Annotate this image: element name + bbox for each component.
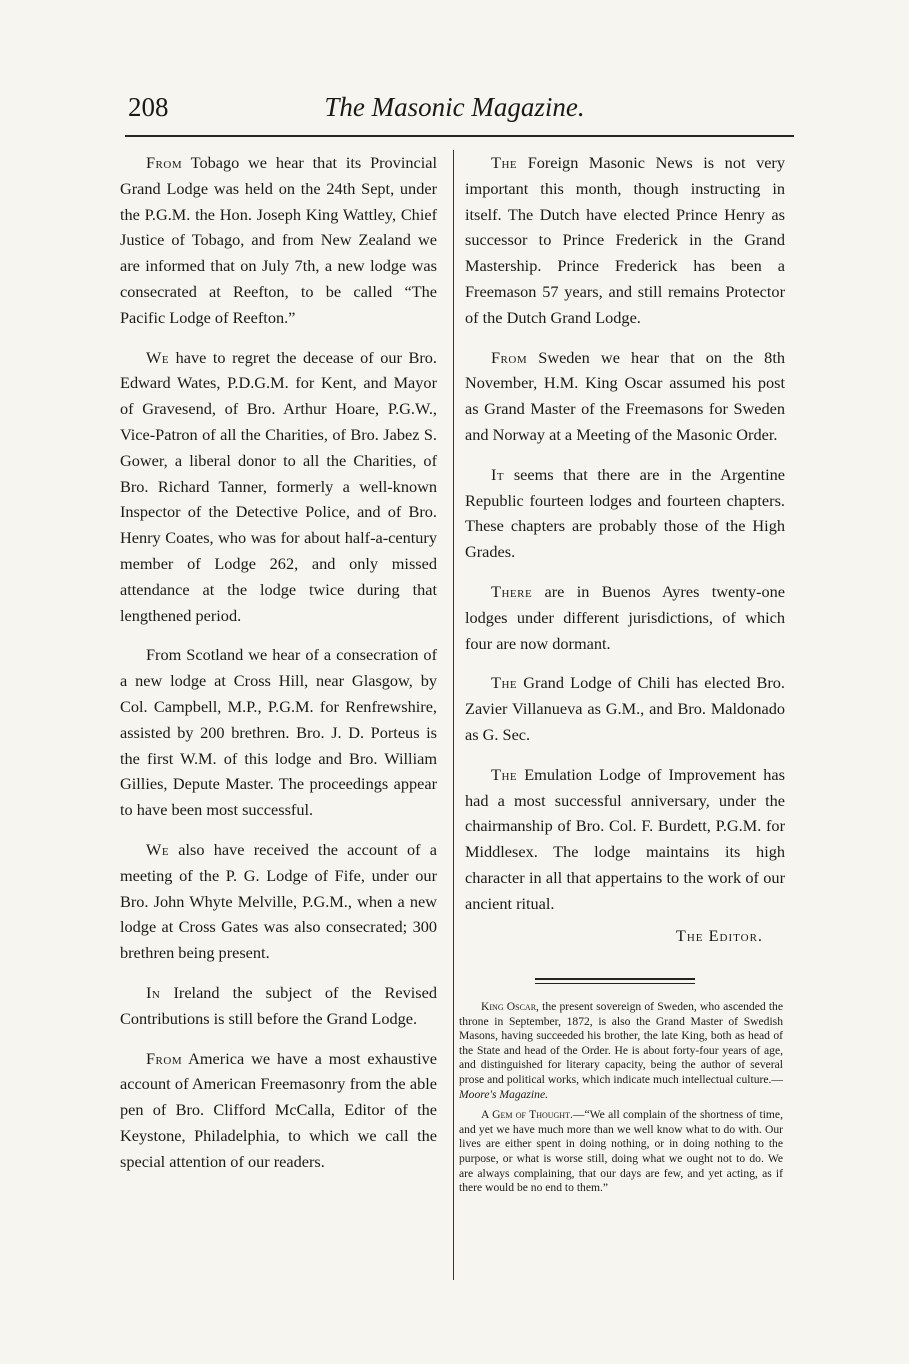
section-divider: [535, 978, 695, 984]
editor-signature: The Editor.: [675, 925, 763, 945]
running-title: The Masonic Magazine.: [324, 92, 585, 122]
right-column: [465, 150, 785, 948]
paragraph-emulation-lodge: The Emulation Lodge of Improvement has had a most successful anniversary, under the chairmanship of Bro. Col. F. Burdett, P.G.M. for Middlesex. The lodge maintains its high character in all that appertains to the work of our ancient ritual.: [465, 764, 785, 913]
note-gem-of-thought: A Gem of Thought.—“We all complain of the shortness of time, and yet we have much more than we well know what to do with. Our lives are either spent in doing nothing, or in doing nothing to the purpose, or what is worse still, doing what we ought not to do. We are always complaining, that our days are few, and yet acting, as if there would be no end to them.”: [459, 1108, 783, 1195]
paragraph-ireland: In Ireland the subject of the Revised Contributions is still before the Grand Lodge.: [120, 982, 437, 1028]
paragraph-fife: We also have received the account of a meeting of the P. G. Lodge of Fife, under our Bro. John Whyte Melville, P.G.M., when a new lodge at Cross Gates was also consecrated; 300 brethren being present.: [120, 839, 437, 963]
paragraph-buenos-ayres: There are in Buenos Ayres twenty-one lodges under different jurisdictions, of which four are now dormant.: [465, 581, 785, 653]
divider-rule-thin: [535, 983, 695, 984]
paragraph-chili: The Grand Lodge of Chili has elected Bro. Zavier Villanueva as G.M., and Bro. Maldonado as G. Sec.: [465, 673, 785, 744]
footnotes: [459, 1000, 783, 1202]
column-divider-rule: [453, 150, 454, 1280]
paragraph-obituary: We have to regret the decease of our Bro. Edward Wates, P.D.G.M. for Kent, and Mayor of Gravesend, of Bro. Arthur Hoare, P.G.W., Vice-Patron of all the Charities, of Bro. Jabez S. Gower, a liberal donor to all the Charities, of Bro. Richard Tanner, formerly a well-known Inspector of the Detective Police, and of Bro. Henry Coates, who was for about half-a-century member of Lodge 262, and only missed attendance at the lodge twice during that lengthened period.: [120, 347, 437, 625]
paragraph-foreign-news: The Foreign Masonic News is not very important this month, though instructing in itself. The Dutch have elected Prince Henry as successor to Prince Frederick in the Grand Mastership. Prince Frederick has been a Freemason 57 years, and still remains Protector of the Dutch Grand Lodge.: [465, 153, 785, 327]
paragraph-america: From America we have a most exhaustive account of American Freemasonry from the able pen of Bro. Clifford McCalla, Editor of the Keystone, Philadelphia, to which we call the special attention of our readers.: [120, 1048, 437, 1171]
paragraph-sweden: From Sweden we hear that on the 8th November, H.M. King Oscar assumed his post as Grand Master of the Freemasons for Sweden and Norway at a Meeting of the Masonic Order.: [465, 347, 785, 444]
paragraph-scotland: From Scotland we hear of a consecration of a new lodge at Cross Hill, near Glasgow, by Col. Campbell, M.P., P.G.M. for Renfrewshire, assisted by 200 brethren. Bro. J. D. Porteus is the first W.M. of this lodge and Bro. William Gillies, Depute Master. The proceedings appear to have been most successful.: [120, 645, 437, 820]
paragraph-tobago: From Tobago we hear that its Provincial Grand Lodge was held on the 24th Sept, under the P.G.M. the Hon. Joseph King Wattley, Chief Justice of Tobago, and from New Zealand we are informed that on July 7th, a new lodge was consecrated at Reefton, to be called “The Pacific Lodge of Reefton.”: [120, 153, 437, 327]
left-column: [120, 150, 437, 1188]
note-king-oscar: King Oscar, the present sovereign of Sweden, who ascended the throne in September, 1872, is also the Grand Master of Swedish Masons, having succeeded his brother, the late King, both as head of the State and head of the Order. He is about forty-four years of age, and distinguished for literary capacity, being the author of several prose and political works, which indicate much intellectual culture.—Moore's Magazine.: [459, 1000, 783, 1101]
divider-rule-thick: [535, 978, 695, 980]
paragraph-argentine: It seems that there are in the Argentine Republic fourteen lodges and fourteen chapters. These chapters are probably those of the High Grades.: [465, 464, 785, 562]
page-header: [110, 92, 799, 132]
header-rule: [125, 135, 794, 137]
page-number: 208: [128, 92, 169, 122]
